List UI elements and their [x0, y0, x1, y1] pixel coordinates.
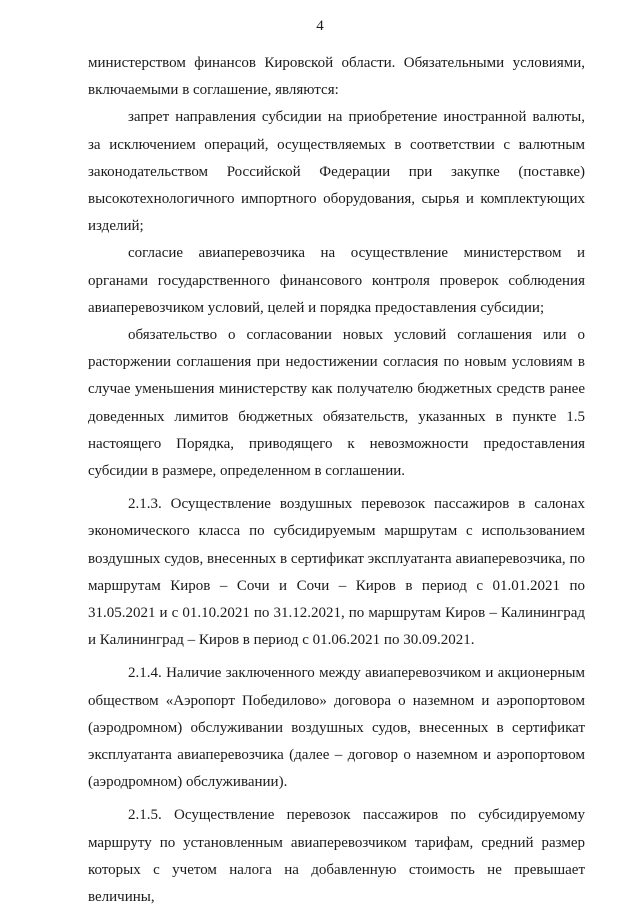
paragraph-obligation: обязательство о согласовании новых условий соглашения или о расторжении соглашения при недостижении согласия по новым условиям в случае уменьшения министерству как получателю бюджетных средств ранее доведенных лимитов бюджетных обязательств, указанных в пункте 1.5 настоящего Порядка, приводящего к невозможности предоставления субсидии в размере, определенном в соглашении. — [88, 327, 585, 480]
paragraph-currency-ban: запрет направления субсидии на приобретение иностранной валюты, за исключением операций, осуществляемых в соответствии с валютным законодательством Российской Федерации при закупке (поставке) высокотехнологичного импортного оборудования, сырья и комплектующих изделий; — [88, 109, 585, 235]
paragraph-2-1-5: 2.1.5. Осуществление перевозок пассажиров по субсидируемому маршруту по установленным авиаперевозчиком тарифам, средний размер которых с учетом налога на добавленную стоимость не превышает величины, — [88, 807, 585, 906]
page-number: 4 — [316, 18, 324, 34]
paragraph-2-1-3: 2.1.3. Осуществление воздушных перевозок пассажиров в салонах экономического класса по субсидируемым маршрутам с использованием воздушных судов, внесенных в сертификат эксплуатанта авиаперевозчика, по маршрутам Киров – Сочи и Сочи – Киров в период с 01.01.2021 по 31.05.2021 и с 01.10.2021 по 31.12.2021, по маршрутам Киров – Калининград и Калининград – Киров в период с 01.06.2021 по 30.09.2021. — [88, 496, 585, 649]
document-body — [88, 50, 585, 911]
paragraph-intro: министерством финансов Кировской области. Обязательными условиями, включаемыми в соглашение, являются: — [88, 55, 585, 99]
paragraph-audit-consent: согласие авиаперевозчика на осуществление министерством и органами государственного финансового контроля проверок соблюдения авиаперевозчиком условий, целей и порядка предоставления субсидии; — [88, 245, 585, 316]
paragraph-2-1-4: 2.1.4. Наличие заключенного между авиаперевозчиком и акционерным обществом «Аэропорт Победилово» договора о наземном и аэропортовом (аэродромном) обслуживании воздушных судов, внесенных в сертификат эксплуатанта авиаперевозчика (далее – договор о наземном и аэропортовом (аэродромном) обслуживании). — [88, 665, 585, 791]
